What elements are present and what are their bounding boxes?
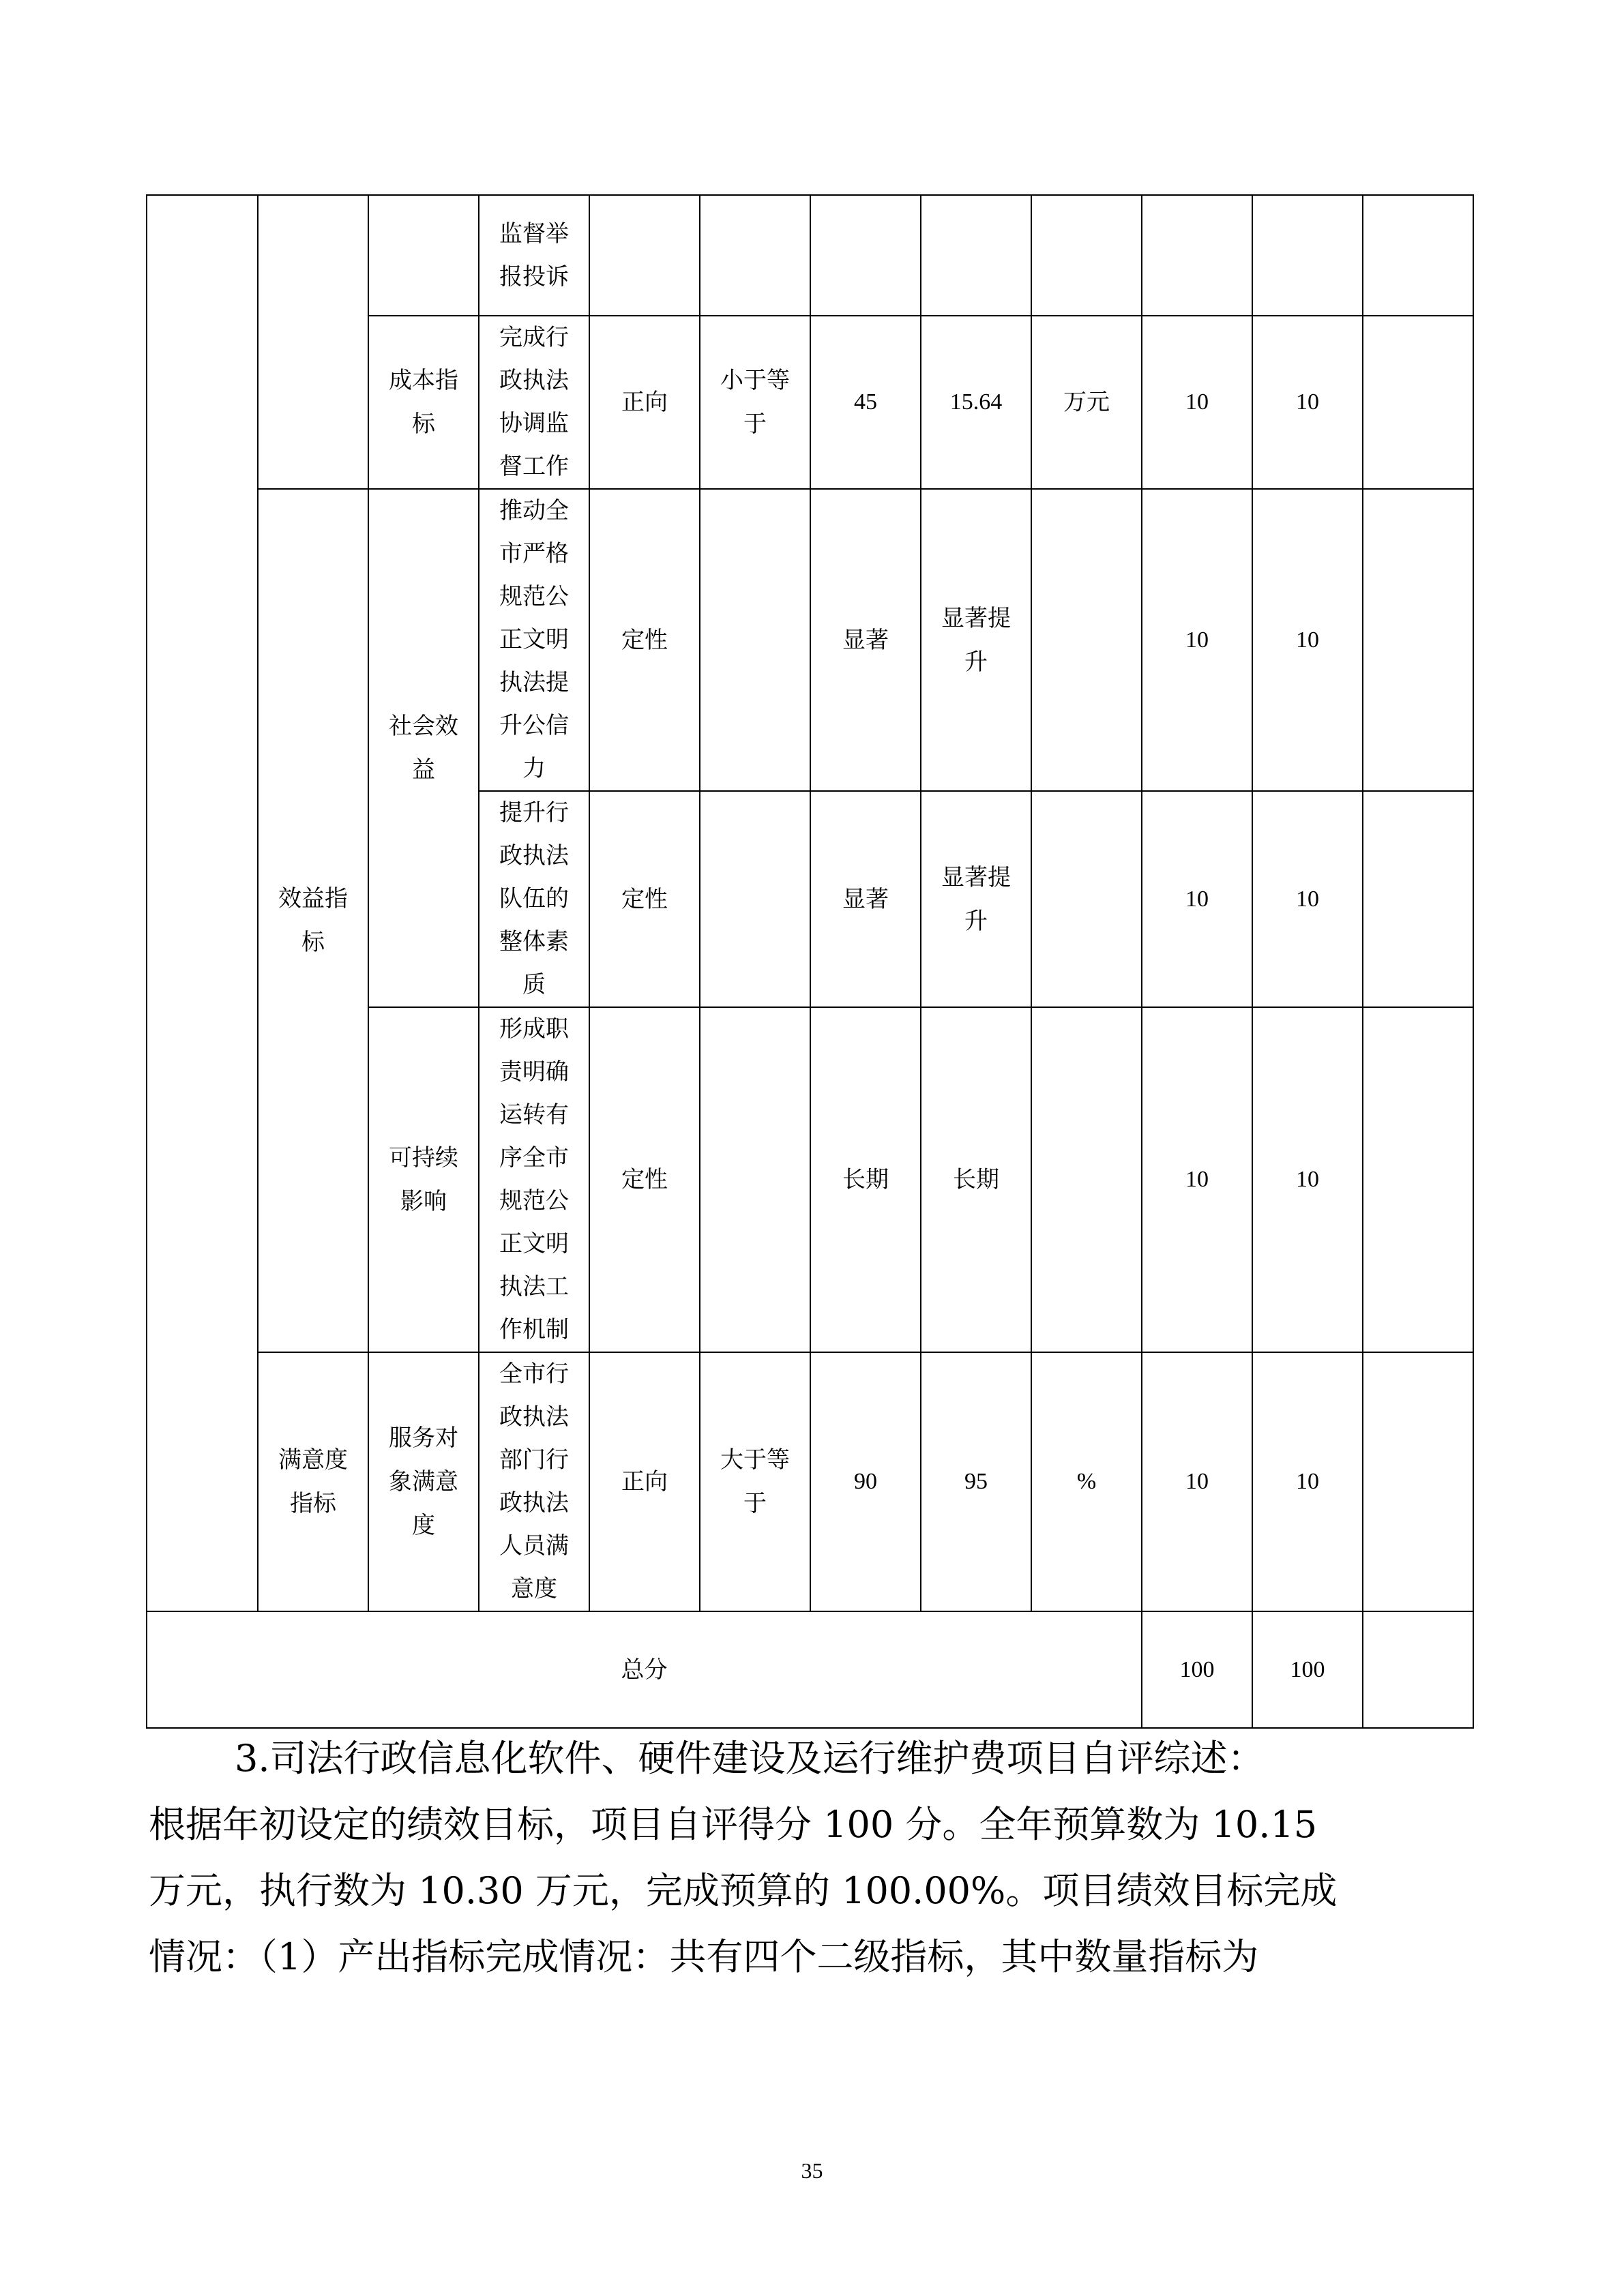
weight-cell: 10 — [1142, 316, 1252, 489]
target-value-cell — [810, 195, 921, 316]
comparison-cell — [700, 791, 810, 1007]
note-cell — [1363, 195, 1473, 316]
score-cell — [1252, 195, 1363, 316]
unit-cell — [1031, 1007, 1142, 1352]
level2-indicator-cell: 效益指 标 — [258, 489, 368, 1352]
weight-cell: 10 — [1142, 791, 1252, 1007]
property-cell: 定性 — [589, 791, 700, 1007]
note-cell — [1363, 316, 1473, 489]
score-cell: 10 — [1252, 1352, 1363, 1611]
property-cell — [589, 195, 700, 316]
property-cell: 正向 — [589, 1352, 700, 1611]
note-cell — [1363, 489, 1473, 791]
weight-cell: 10 — [1142, 1007, 1252, 1352]
table-row — [147, 1352, 1473, 1611]
unit-cell — [1031, 489, 1142, 791]
score-cell: 10 — [1252, 316, 1363, 489]
indicator-cell: 全市行 政执法 部门行 政执法 人员满 意度 — [479, 1352, 589, 1611]
target-value-cell: 90 — [810, 1352, 921, 1611]
score-cell: 10 — [1252, 489, 1363, 791]
table-row — [147, 489, 1473, 791]
paragraph-line: 3.司法行政信息化软件、硬件建设及运行维护费项目自评综述： — [235, 1737, 1265, 1780]
comparison-cell — [700, 489, 810, 791]
comparison-cell: 大于等 于 — [700, 1352, 810, 1611]
indicator-cell: 提升行 政执法 队伍的 整体素 质 — [479, 791, 589, 1007]
level2-indicator-cell — [258, 195, 368, 489]
level2-indicator-cell: 满意度 指标 — [258, 1352, 368, 1611]
property-cell: 定性 — [589, 489, 700, 791]
indicator-cell: 监督举 报投诉 — [479, 195, 589, 316]
note-cell — [1363, 1007, 1473, 1352]
weight-cell: 10 — [1142, 1352, 1252, 1611]
property-cell: 定性 — [589, 1007, 700, 1352]
score-cell: 10 — [1252, 1007, 1363, 1352]
total-score: 100 — [1252, 1611, 1363, 1728]
paragraph-line: 根据年初设定的绩效目标，项目自评得分 100 分。全年预算数为 10.15 — [149, 1803, 1318, 1846]
target-value-cell: 45 — [810, 316, 921, 489]
target-value-cell: 显著 — [810, 489, 921, 791]
note-cell — [1363, 791, 1473, 1007]
level3-indicator-cell: 成本指 标 — [368, 316, 479, 489]
level3-indicator-cell — [368, 195, 479, 316]
total-row — [147, 1611, 1473, 1728]
unit-cell: % — [1031, 1352, 1142, 1611]
comparison-cell: 小于等 于 — [700, 316, 810, 489]
paragraph-line: 万元，执行数为 10.30 万元，完成预算的 100.00%。项目绩效目标完成 — [149, 1869, 1338, 1912]
performance-indicator-table — [146, 194, 1474, 1729]
actual-value-cell — [921, 195, 1031, 316]
actual-value-cell: 长期 — [921, 1007, 1031, 1352]
body-paragraph — [149, 1725, 1486, 1990]
actual-value-cell: 显著提 升 — [921, 489, 1031, 791]
comparison-cell — [700, 1007, 810, 1352]
note-cell — [1363, 1352, 1473, 1611]
total-note — [1363, 1611, 1473, 1728]
level3-indicator-cell: 可持续 影响 — [368, 1007, 479, 1352]
unit-cell: 万元 — [1031, 316, 1142, 489]
unit-cell — [1031, 195, 1142, 316]
actual-value-cell: 95 — [921, 1352, 1031, 1611]
indicator-cell: 推动全 市严格 规范公 正文明 执法提 升公信 力 — [479, 489, 589, 791]
target-value-cell: 显著 — [810, 791, 921, 1007]
total-label: 总分 — [147, 1611, 1142, 1728]
page-number: 35 — [801, 2158, 823, 2183]
indicator-cell: 形成职 责明确 运转有 序全市 规范公 正文明 执法工 作机制 — [479, 1007, 589, 1352]
unit-cell — [1031, 791, 1142, 1007]
score-cell: 10 — [1252, 791, 1363, 1007]
table-row — [147, 195, 1473, 316]
level1-indicator-cell — [147, 195, 258, 1611]
total-weight: 100 — [1142, 1611, 1252, 1728]
weight-cell — [1142, 195, 1252, 316]
indicator-cell: 完成行 政执法 协调监 督工作 — [479, 316, 589, 489]
property-cell: 正向 — [589, 316, 700, 489]
actual-value-cell: 显著提 升 — [921, 791, 1031, 1007]
comparison-cell — [700, 195, 810, 316]
weight-cell: 10 — [1142, 489, 1252, 791]
level3-indicator-cell: 社会效 益 — [368, 489, 479, 1007]
actual-value-cell: 15.64 — [921, 316, 1031, 489]
level3-indicator-cell: 服务对 象满意 度 — [368, 1352, 479, 1611]
paragraph-line: 情况：（1）产出指标完成情况：共有四个二级指标，其中数量指标为 — [149, 1935, 1259, 1978]
target-value-cell: 长期 — [810, 1007, 921, 1352]
